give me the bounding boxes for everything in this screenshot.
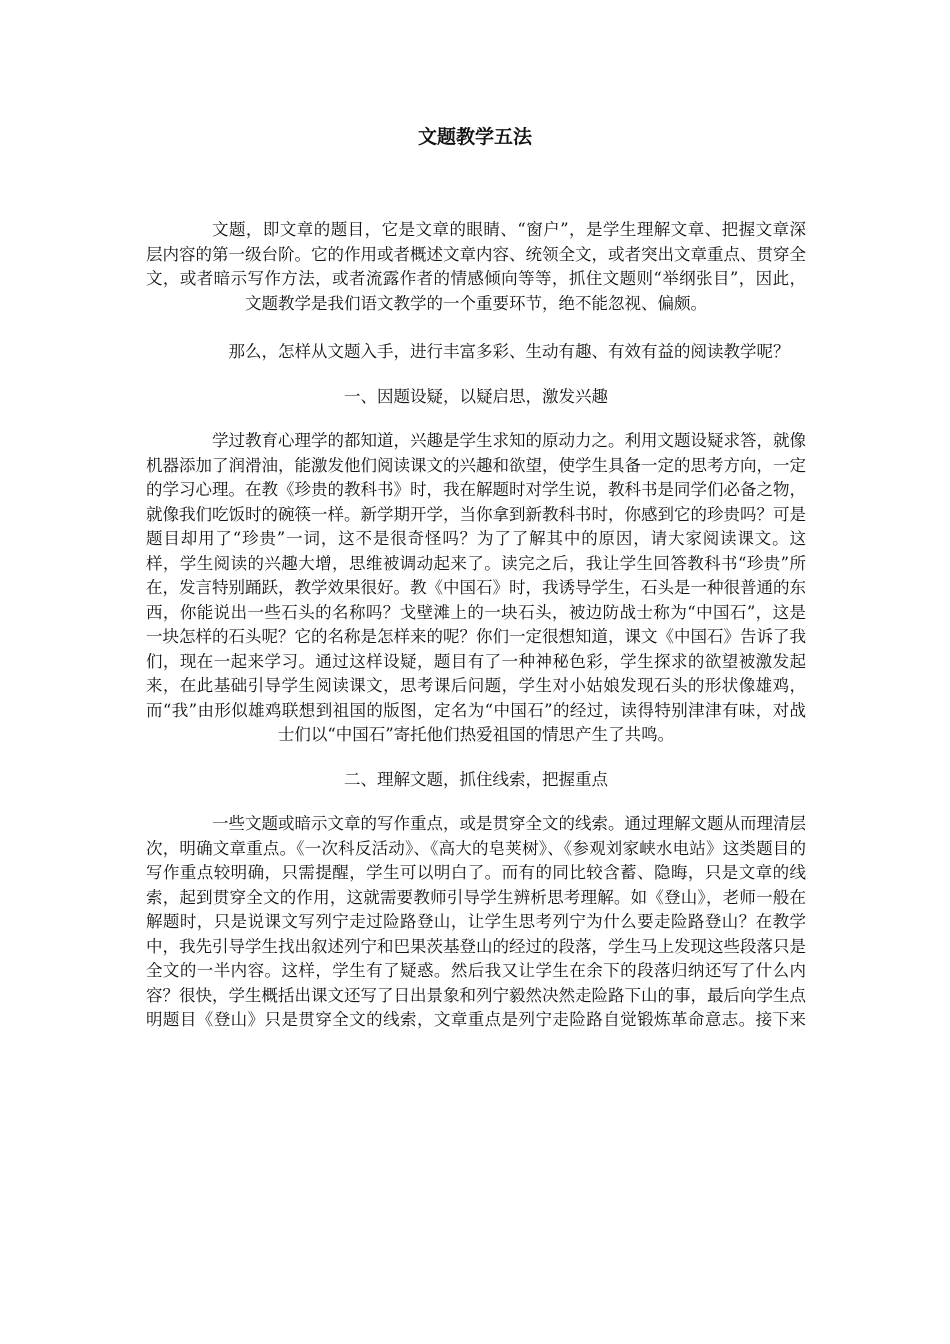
question-paragraph: 那么，怎样从文题入手，进行丰富多彩、生动有趣、有效有益的阅读教学呢？ [228, 342, 790, 361]
section-2-paragraph: 一些文题或暗示文章的写作重点，或是贯穿全文的线索。通过理解文题从而理清层次，明确文章重点。《一次科反活动》、《高大的皂荚树》、《参观刘家峡水电站》这类题目的写作重点较明确，只需提醒，学生可以明白了。而有的同比较含蓄、隐晦，只是文章的线索，起到贯穿全文的作用，这就需要教师引导学生辨析思考理解。如《登山》，老师一般在解题时，只是说课文写列宁走过险路登山，让学生思考列宁为什么要走险路登山？在教学中，我先引导学生找出叙述列宁和巴果茨基登山的经过的段落，学生马上发现这些段落只是全文的一半内容。这样，学生有了疑惑。然后我又让学生在余下的段落归纳还写了什么内容？很快，学生概括出课文还写了日出景象和列宁毅然决然走险路下山的事，最后向学生点明题目《登山》只是贯穿全文的线索，文章重点是列宁走险路自觉锻炼革命意志。接下来 [146, 814, 806, 1029]
document-title: 文题教学五法 [417, 126, 532, 148]
section-heading-1: 一、因题设疑，以疑启思，激发兴趣 [344, 386, 608, 406]
intro-paragraph: 文题，即文章的题目，它是文章的眼睛、“窗户”，是学生理解文章、把握文章深层内容的第一级台阶。它的作用或者概述文章内容、统领全文，或者突出文章重点、贯穿全文，或者暗示写作方法，或者流露作者的情感倾向等等，抓住文题则“举纲张目”，因此，文题教学是我们语文教学的一个重要环节，绝不能忽视、偏颇。 [146, 220, 806, 313]
document-body [146, 218, 806, 1033]
section-1-paragraph: 学过教育心理学的都知道，兴趣是学生求知的原动力之。利用文题设疑求答，就像机器添加了润滑油，能激发他们阅读课文的兴趣和欲望，使学生具备一定的思考方向，一定的学习心理。在教《珍贵的教科书》时，我在解题时对学生说，教科书是同学们必备之物，就像我们吃饭时的碗筷一样。新学期开学，当你拿到新教科书时，你感到它的珍贵吗？可是题目却用了“珍贵”一词，这不是很奇怪吗？为了了解其中的原因，请大家阅读课文。这样，学生阅读的兴趣大增，思维被调动起来了。读完之后，我让学生回答教科书“珍贵”所在，发言特别踊跃，教学效果很好。教《中国石》时，我诱导学生，石头是一种很普通的东西，你能说出一些石头的名称吗？戈壁滩上的一块石头，被边防战士称为“中国石”，这是一块怎样的石头呢？它的名称是怎样来的呢？你们一定很想知道，课文《中国石》告诉了我们，现在一起来学习。通过这样设疑，题目有了一种神秘色彩，学生探求的欲望被激发起来，在此基础引导学生阅读课文，思考课后问题，学生对小姑娘发现石头的形状像雄鸡，而“我”由形似雄鸡联想到祖国的版图，定名为“中国石”的经过，读得特别津津有味，对战士们以“中国石”寄托他们热爱祖国的情思产生了共鸣。 [146, 431, 806, 744]
section-heading-2: 二、理解文题，抓住线索，把握重点 [344, 769, 608, 789]
